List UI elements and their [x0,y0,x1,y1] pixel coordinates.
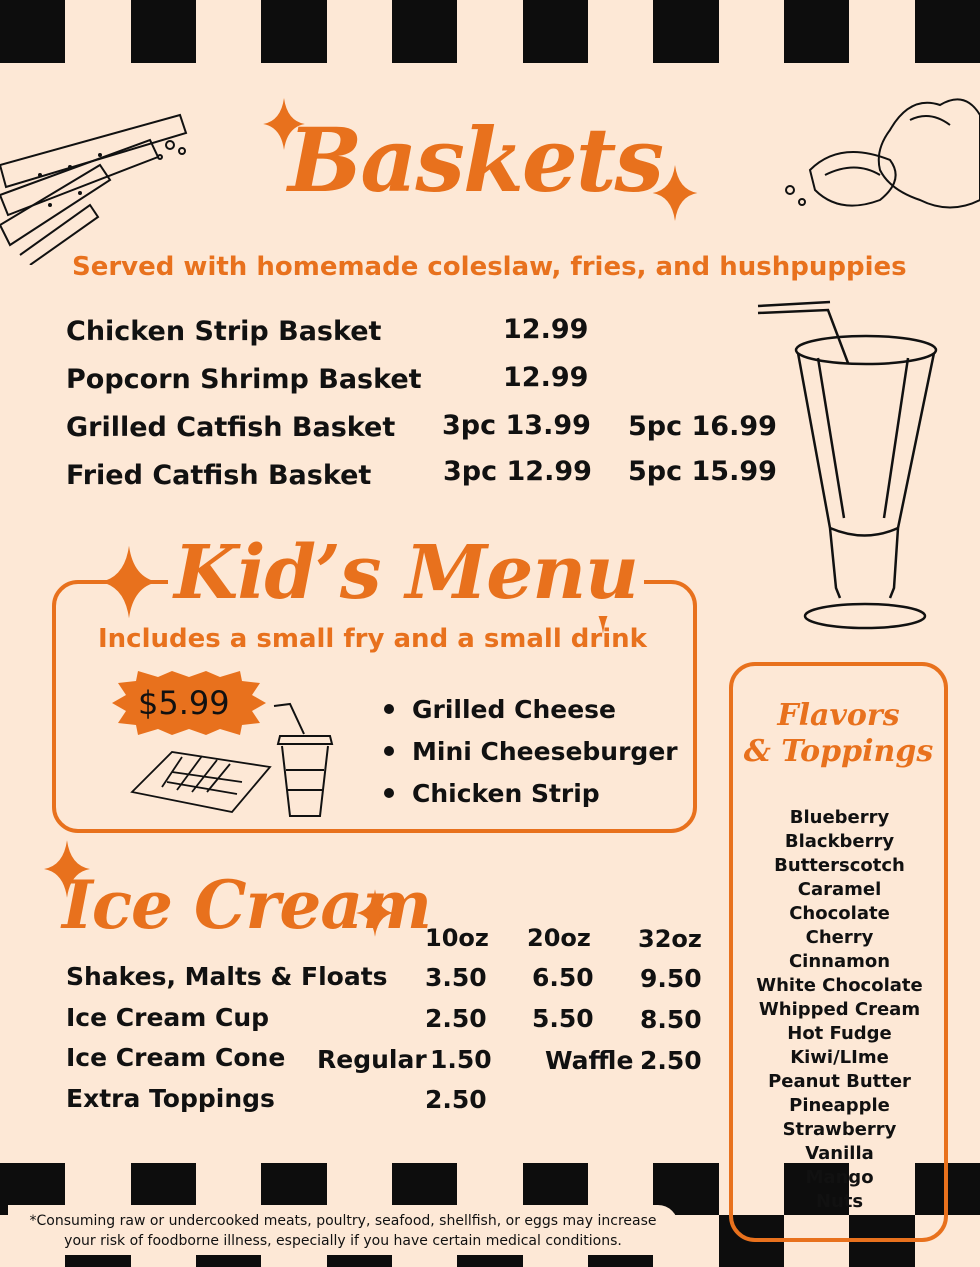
list-item: Cherry [805,927,874,948]
basket-item-price-large: 5pc 16.99 [628,411,777,442]
bullet-icon [384,788,394,798]
basket-item-price: 3pc 12.99 [443,456,592,487]
baskets-title: Baskets [288,108,663,212]
flavors-title: Flavors & Toppings [743,698,934,769]
list-item: Butterscotch [774,855,905,876]
bullet-icon [384,704,394,714]
ice-cream-price: 2.50 [425,1085,487,1114]
drink-cup-icon [270,700,340,820]
basket-item-name: Grilled Catfish Basket [66,412,396,443]
cone-waffle-label: Waffle [545,1046,634,1075]
list-item: Strawberry [782,1119,897,1140]
ice-cream-item-name: Shakes, Malts & Floats [66,962,388,991]
fries-tray-icon [122,742,272,814]
ice-cream-price: 5.50 [532,1004,594,1033]
list-item: Nuts [815,1191,864,1212]
baskets-subtitle: Served with homemade coleslaw, fries, and hushpuppies [72,252,907,282]
ice-cream-price: 2.50 [640,1046,702,1075]
bullet-icon [384,746,394,756]
milkshake-glass-icon [748,298,958,638]
list-item: Pineapple [789,1095,890,1116]
list-item: Blackberry [784,831,895,852]
list-item: Chocolate [789,903,890,924]
ice-cream-price: 1.50 [430,1045,492,1074]
list-item: Mango [805,1167,874,1188]
list-item: White Chocolate [756,975,923,996]
ice-cream-item-name: Extra Toppings [66,1084,275,1113]
basket-item-price: 12.99 [503,362,589,393]
list-item: Caramel [797,879,882,900]
list-item: Chicken Strip [384,772,678,814]
basket-item-name: Chicken Strip Basket [66,316,382,347]
checker-border-top [0,0,980,63]
basket-item-name: Fried Catfish Basket [66,460,372,491]
size-header: 32oz [638,925,702,953]
fried-chicken-sketch-icon [780,90,980,220]
list-item: Grilled Cheese [384,688,678,730]
size-header: 10oz [425,924,489,952]
list-item: Peanut Butter [768,1071,911,1092]
kids-menu-title: Kid’s Menu [168,530,644,616]
size-header: 20oz [527,924,591,952]
ice-cream-title: Ice Cream [62,866,431,944]
kids-menu-list [384,688,678,814]
ice-cream-price: 3.50 [425,963,487,992]
ice-cream-item-name: Ice Cream Cone [66,1043,286,1072]
ice-cream-item-name: Ice Cream Cup [66,1003,270,1032]
health-disclaimer: *Consuming raw or undercooked meats, poultry, seafood, shellfish, or eggs may increase your risk of foodborne illness, especially if you have certain medical conditions. [8,1205,678,1255]
basket-item-name: Popcorn Shrimp Basket [66,364,422,395]
basket-item-price: 12.99 [503,314,589,345]
basket-item-price: 3pc 13.99 [442,410,591,441]
list-item: Kiwi/LIme [790,1047,889,1068]
list-item: Hot Fudge [787,1023,892,1044]
cone-regular-label: Regular [317,1045,427,1074]
list-item: Blueberry [789,807,890,828]
list-item: Cinnamon [788,951,891,972]
kids-menu-price: $5.99 [138,684,230,722]
ice-cream-price: 2.50 [425,1004,487,1033]
ice-cream-price: 6.50 [532,963,594,992]
ice-cream-price: 9.50 [640,964,702,993]
list-item: Vanilla [805,1143,874,1164]
ice-cream-price: 8.50 [640,1005,702,1034]
list-item: Whipped Cream [758,999,921,1020]
list-item: Mini Cheeseburger [384,730,678,772]
fries-sketch-icon [0,105,200,265]
basket-item-price-large: 5pc 15.99 [628,456,777,487]
flavors-list [743,806,936,1214]
kids-menu-subtitle: Includes a small fry and a small drink [98,624,647,654]
